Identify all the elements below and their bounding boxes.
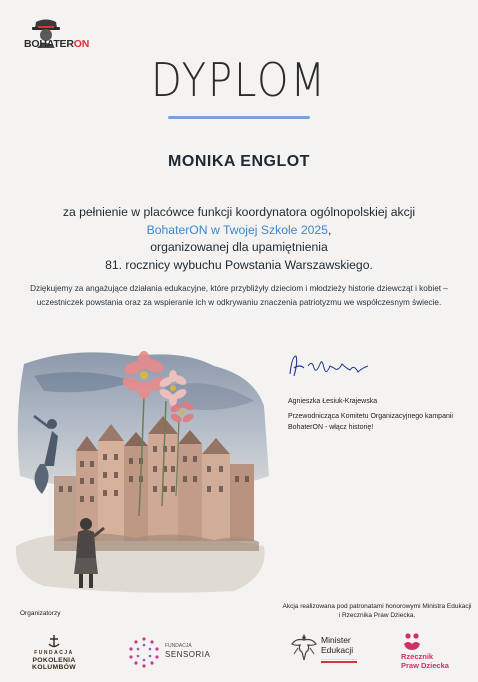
title-underline — [168, 116, 310, 119]
ministry-line-2: Edukacji — [321, 644, 354, 655]
award-line-1: za pełnienie w placówce funkcji koordynatora ogólnopolskiej akcji — [62, 205, 416, 219]
organizers-label: Organizatorzy — [20, 610, 61, 617]
partner-minister-edukacji — [290, 632, 370, 672]
diploma-title: DYPLOM — [150, 54, 328, 108]
anchor-cross-icon — [47, 634, 61, 649]
rpd-line-1: Rzecznik — [401, 652, 434, 661]
eagle-emblem-icon — [290, 632, 318, 662]
award-line-3: organizowanej dla upamiętnienia — [150, 240, 328, 254]
sensoria-dots-icon — [128, 636, 160, 668]
thanks-paragraph: Dziękujemy za angażujące działania edukacyjne, które przybliżyły dzieciom i młodzieży historie dziewcząt i kobiet – uczestniczek powstania oraz za wspieranie ich w odkrywaniu znaczenia patriotyzmu we współczesnym świecie. — [30, 284, 448, 307]
campaign-name: BohaterON w Twojej Szkole 2025 — [146, 222, 328, 237]
signatory-role: Przewodnicząca Komitetu Organizacyjnego kampanii BohaterON - włącz historię! — [288, 413, 453, 431]
partner-pokolenia-kolumbow: FUNDACJA POKOLENIA KOLUMBÓW — [20, 634, 88, 670]
ministry-line-1: Minister — [321, 635, 351, 645]
rpd-line-2: Praw Dziecka — [401, 660, 449, 670]
signature-icon — [286, 350, 378, 382]
warsaw-old-town-illustration — [14, 346, 276, 596]
partner-sensoria: FUNDACJA SENSORIA — [128, 634, 218, 670]
award-line-2: BohaterON w Twojej Szkole 2025, — [146, 222, 332, 237]
patronage-note: Akcja realizowana pod patronatami honorowymi Ministra Edukacji i Rzecznika Praw Dziecka. — [282, 603, 472, 619]
recipient-name: MONIKA ENGLOT — [168, 153, 310, 170]
award-line-4: 81. rocznicy wybuchu Powstania Warszawskiego. — [105, 257, 373, 272]
children-figures-icon — [402, 632, 422, 652]
award-reason — [0, 204, 478, 274]
logo-wordmark: BOHATERON — [24, 38, 90, 50]
partner-rzecznik-praw-dziecka — [398, 632, 468, 672]
signatory-name: Agnieszka Łesiuk-Krajewska — [288, 398, 378, 405]
